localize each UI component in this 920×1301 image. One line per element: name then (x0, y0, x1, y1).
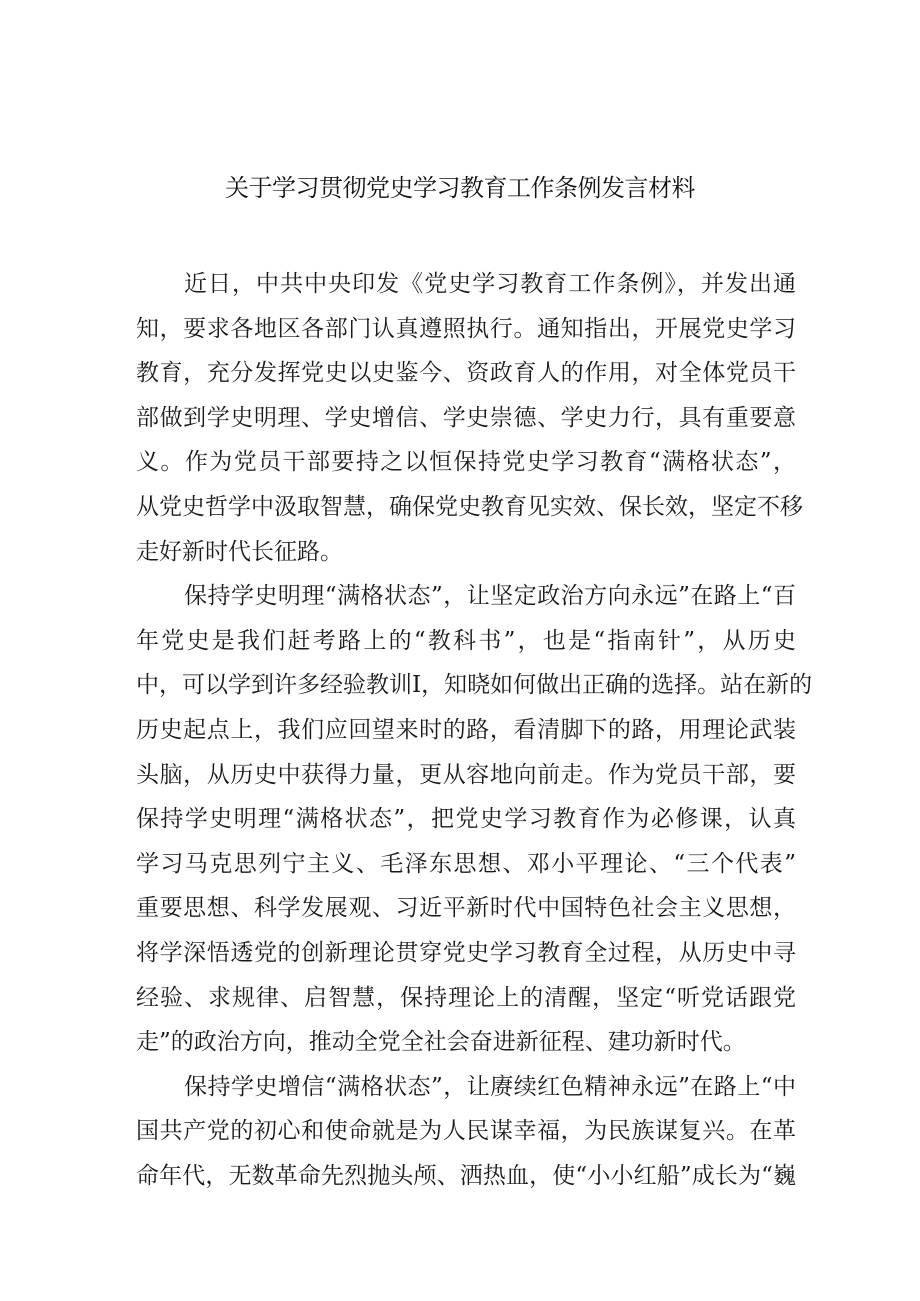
text-line: 部做到学史明理、学史增信、学史崇德、学史力行，具有重要意 (136, 404, 796, 431)
text-line: 教育，充分发挥党史以史鉴今、资政育人的作用，对全体党员干 (136, 360, 796, 387)
text-line: 义。作为党员干部要持之以恒保持党史学习教育“满格状态”， (136, 449, 796, 476)
text-line: 经验、求规律、启智慧，保持理论上的清醒，坚定“听党话跟党 (136, 984, 796, 1011)
document-title: 关于学习贯彻党史学习教育工作条例发言材料 (225, 174, 695, 202)
text-line: 重要思想、科学发展观、习近平新时代中国特色社会主义思想， (136, 895, 796, 922)
text-line: 头脑，从历史中获得力量，更从容地向前走。作为党员干部，要 (136, 761, 796, 788)
text-line: 保持学史增信“满格状态”，让赓续红色精神永远”在路上“中 (184, 1073, 796, 1100)
paragraph-1 (136, 262, 803, 574)
text-line: 将学深悟透党的创新理论贯穿党史学习教育全过程，从历史中寻 (136, 939, 796, 966)
text-line: 走好新时代长征路。 (136, 538, 343, 565)
text-line: 学习马克思列宁主义、毛泽东思想、邓小平理论、“三个代表” (136, 850, 796, 877)
text-line: 知，要求各地区各部门认真遵照执行。通知指出，开展党史学习 (136, 315, 796, 342)
text-line: 历史起点上，我们应回望来时的路，看清脚下的路，用理论武装 (136, 716, 796, 743)
text-line: 保持学史明理“满格状态”，让坚定政治方向永远”在路上“百 (184, 583, 796, 610)
text-line: 近日，中共中央印发《党史学习教育工作条例》，并发出通 (184, 271, 796, 297)
text-line: 国共产党的初心和使命就是为人民谋幸福，为民族谋复兴。在革 (136, 1118, 796, 1145)
text-line: 年党史是我们赶考路上的“教科书”，也是“指南针”，从历史 (136, 627, 796, 654)
text-line: 从党史哲学中汲取智慧，确保党史教育见实效、保长效，坚定不移 (136, 493, 803, 520)
text-line: 中，可以学到许多经验教训I，知晓如何做出正确的选择。站在新的 (136, 672, 813, 699)
text-line: 走”的政治方向，推动全党全社会奋进新征程、建功新时代。 (136, 1029, 746, 1056)
paragraph-2 (136, 574, 813, 1065)
text-line: 保持学史明理“满格状态”，把党史学习教育作为必修课，认真 (136, 806, 796, 833)
text-line: 命年代，无数革命先烈抛头颅、洒热血，使“小小红船”成长为“巍 (136, 1162, 796, 1189)
paragraph-3 (136, 1065, 796, 1199)
document-body (136, 262, 813, 1198)
